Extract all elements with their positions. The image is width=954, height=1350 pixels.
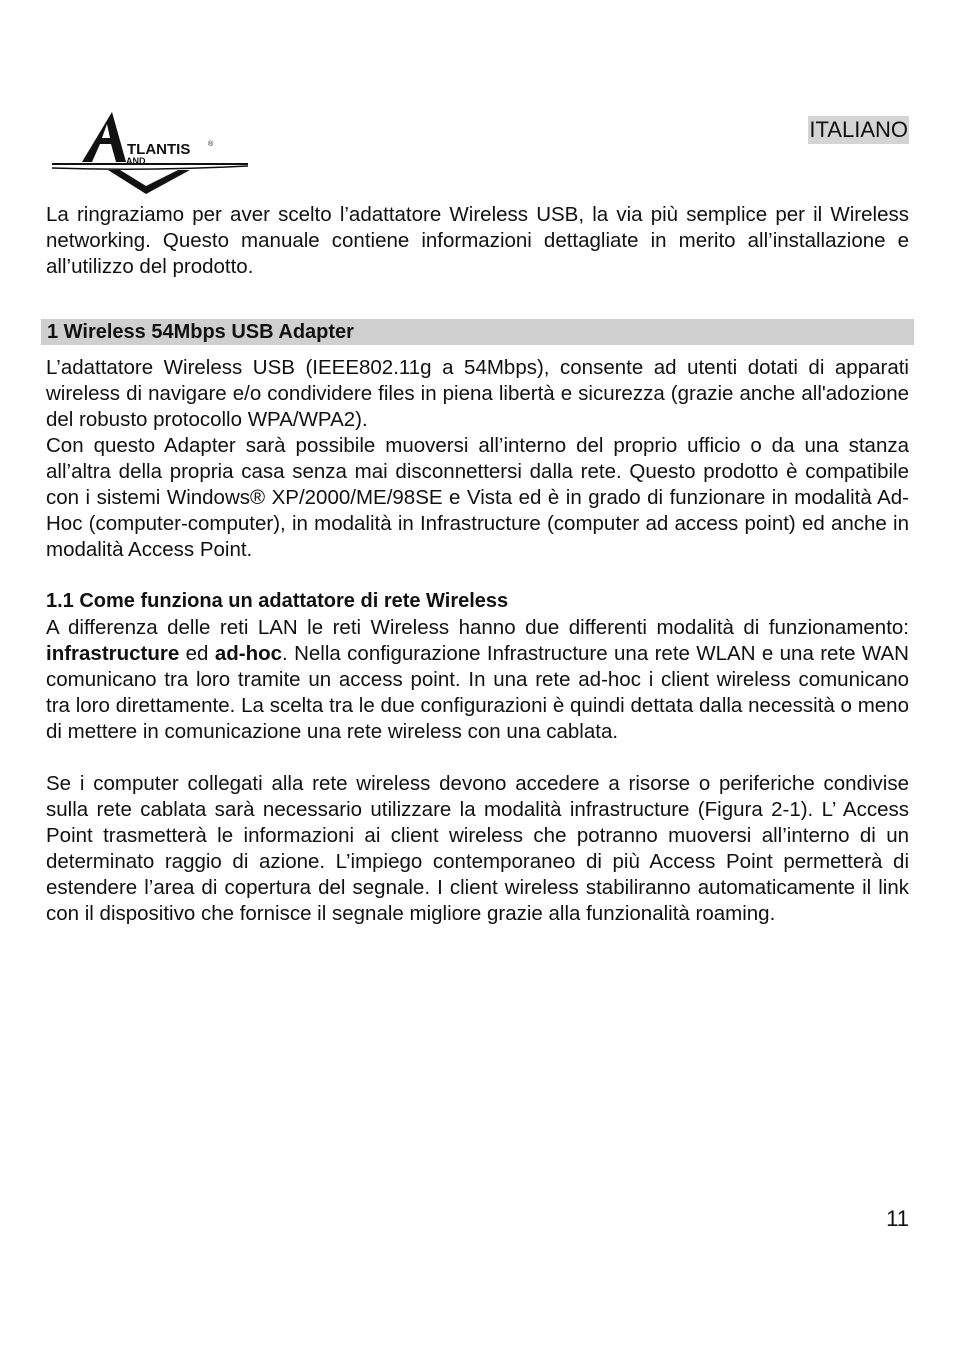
logo-text-main: TLANTIS — [127, 141, 191, 158]
section-1-heading: 1 Wireless 54Mbps USB Adapter — [47, 321, 354, 343]
section-1-paragraph-1: L’adattatore Wireless USB (IEEE802.11g a 54Mbps), consente ad utenti dotati di apparati wireless di navigare e/o condividere files in piena libertà e sicurezza (grazie anche all'adozione del robusto protocollo WPA/WPA2). — [46, 356, 909, 431]
section-1-1-paragraph-1: A differenza delle reti LAN le reti Wireless hanno due differenti modalità di funzionamento: infrastructure ed ad-hoc. Nella configurazione Infrastructure una rete WLAN e una rete WAN comunicano tra loro tramite un access point. In una rete ad-hoc i client wireless comunicano tra loro direttamente. La scelta tra le due configurazioni è quindi dettata dalla necessità o meno di mettere in comunicazione una rete wireless con una cablata. — [46, 616, 909, 743]
page-number: 11 — [886, 1206, 909, 1231]
intro-paragraph: La ringraziamo per aver scelto l’adattatore Wireless USB, la via più semplice per il Wireless networking. Questo manuale contiene informazioni dettagliate in merito all’installazione e all’utilizzo del prodotto. — [46, 203, 909, 278]
atlantis-land-logo — [50, 106, 250, 198]
section-heading-bar — [41, 319, 914, 345]
term-infrastructure: infrastructure — [46, 642, 180, 665]
section-1-paragraph-2: Con questo Adapter sarà possibile muoversi all’interno del proprio ufficio o da una stanza all’altra della propria casa senza mai disconnettersi dalla rete. Questo prodotto è compatibile con i sistemi Windows® XP/2000/ME/98SE e Vista ed è in grado di funzionare in modalità Ad-Hoc (computer-computer), in modalità in Infrastructure (computer ad access point) ed anche in modalità Access Point. — [46, 434, 909, 561]
language-label: ITALIANO — [809, 117, 908, 142]
term-ad-hoc: ad-hoc — [214, 642, 283, 665]
section-1-1-paragraph-2: Se i computer collegati alla rete wireless devono accedere a risorse o periferiche condivise sulla rete cablata sarà necessario utilizzare la modalità infrastructure (Figura 2-1). L’ Access Point trasmetterà le informazioni ai client wireless che potranno muoversi all’interno di un determinato raggio di azione. L’impiego contemporaneo di più Access Point permetterà di estendere l’area di copertura del segnale. I client wireless stabiliranno automaticamente il link con il dispositivo che fornisce il segnale migliore grazie alla funzionalità roaming. — [46, 772, 909, 925]
section-1-1-heading: 1.1 Come funziona un adattatore di rete Wireless — [46, 590, 509, 612]
svg-text:®: ® — [208, 141, 214, 148]
logo-text-sub: AND — [126, 156, 146, 166]
